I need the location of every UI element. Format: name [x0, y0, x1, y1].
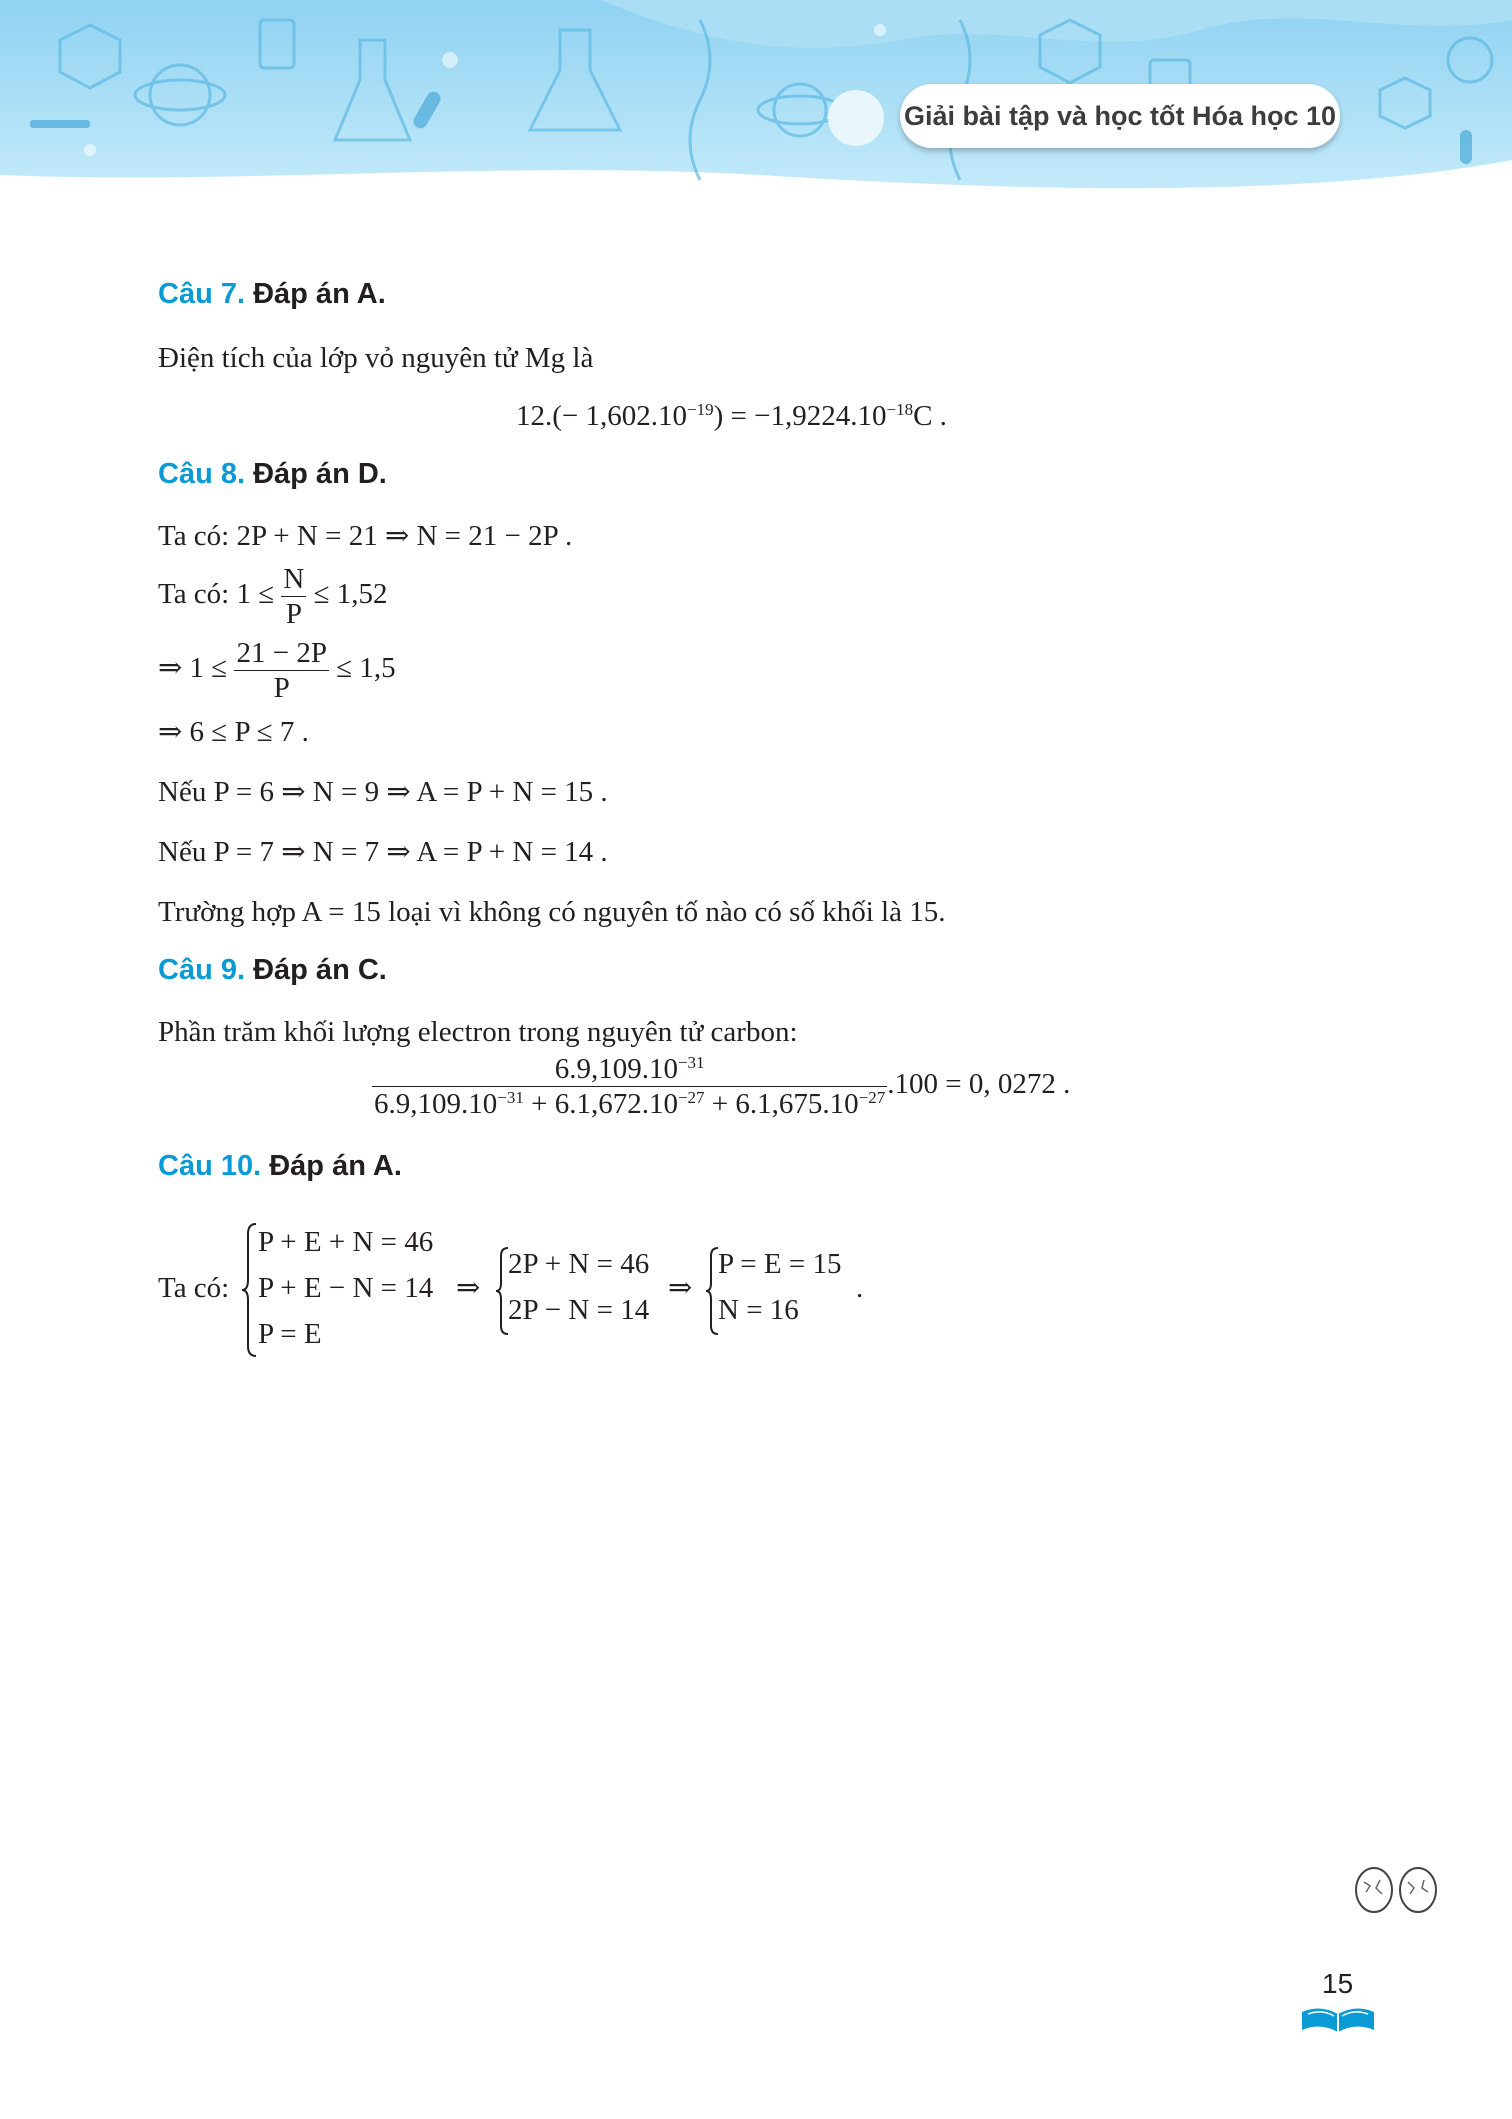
- fraction-denominator: P: [285, 598, 302, 630]
- system-end: .: [856, 1272, 864, 1304]
- egg-decoration-icon: [1352, 1862, 1444, 1914]
- question-9-label: Câu 9.: [158, 954, 246, 986]
- eq-part: ) = −1,9224.10: [713, 400, 887, 432]
- question-8-line-3: [158, 636, 396, 705]
- question-7-answer: Đáp án A.: [253, 278, 386, 310]
- eq-exponent: −18: [886, 400, 914, 419]
- header-decor-circle: [828, 90, 884, 146]
- eq-part: 6.9,109.10: [374, 1088, 498, 1120]
- eq-part: .100 = 0, 0272 .: [887, 1068, 1071, 1101]
- inequality-suffix: ≤ 1,5: [336, 652, 396, 685]
- question-7-heading: [158, 278, 386, 311]
- fraction-numerator: N: [283, 563, 305, 595]
- question-8-line-4: ⇒ 6 ≤ P ≤ 7 .: [158, 716, 309, 748]
- eq-part: + 6.1,675.10: [704, 1088, 859, 1120]
- question-10-label: Câu 10.: [158, 1150, 262, 1182]
- inequality-prefix: ⇒ 1 ≤: [158, 652, 228, 685]
- left-brace-1: [240, 1222, 260, 1358]
- eq-exponent: −31: [497, 1088, 524, 1107]
- system2-eq-2: 2P − N = 14: [508, 1294, 650, 1326]
- question-8-line-2: [158, 562, 388, 631]
- system3-eq-1: P = E = 15: [718, 1248, 842, 1280]
- question-8-line-5: Nếu P = 6 ⇒ N = 9 ⇒ A = P + N = 15 .: [158, 776, 608, 808]
- question-9-text: Phần trăm khối lượng electron trong nguyên tử carbon:: [158, 1016, 798, 1048]
- header-title: Giải bài tập và học tốt Hóa học 10: [900, 84, 1340, 148]
- question-7-text: Điện tích của lớp vỏ nguyên tử Mg là: [158, 342, 594, 374]
- question-8-line-7: Trường hợp A = 15 loại vì không có nguyên tố nào có số khối là 15.: [158, 896, 946, 928]
- fraction-n-over-p: [281, 562, 306, 631]
- system1-eq-2: P + E − N = 14: [258, 1272, 434, 1304]
- eq-part: 6.9,109.10: [554, 1053, 678, 1085]
- eq-part: + 6.1,672.10: [523, 1088, 678, 1120]
- question-10-answer: Đáp án A.: [269, 1150, 402, 1182]
- fraction-denominator: P: [273, 672, 290, 704]
- fraction-numerator: [372, 1052, 887, 1087]
- question-8-line-1: Ta có: 2P + N = 21 ⇒ N = 21 − 2P .: [158, 520, 573, 552]
- implies-arrow-1: ⇒: [456, 1272, 481, 1304]
- eq-part: C .: [913, 400, 947, 432]
- question-9-fraction-expression: [372, 1052, 1070, 1121]
- system2-eq-1: 2P + N = 46: [508, 1248, 650, 1280]
- question-8-label: Câu 8.: [158, 458, 246, 490]
- system-prefix: Ta có:: [158, 1272, 230, 1304]
- inequality-suffix: ≤ 1,52: [313, 578, 388, 611]
- question-8-heading: [158, 458, 387, 491]
- fraction-21-minus-2p-over-p: [234, 636, 328, 705]
- fraction-denominator: [372, 1087, 887, 1121]
- question-9-answer: Đáp án C.: [253, 954, 387, 986]
- question-9-heading: [158, 954, 387, 987]
- question-8-answer: Đáp án D.: [253, 458, 387, 490]
- open-book-icon: [1298, 2000, 1378, 2036]
- question-10-heading: [158, 1150, 402, 1183]
- question-7-equation: [516, 398, 947, 434]
- question-7-label: Câu 7.: [158, 278, 246, 310]
- inequality-prefix: Ta có: 1 ≤: [158, 578, 275, 611]
- system1-eq-1: P + E + N = 46: [258, 1226, 434, 1258]
- fraction-numerator: 21 − 2P: [236, 637, 327, 669]
- page-number: 15: [1322, 1968, 1354, 1999]
- eq-part: 12.(− 1,602.10: [516, 400, 688, 432]
- fraction-electron-mass: [372, 1052, 887, 1121]
- eq-exponent: −31: [677, 1053, 705, 1072]
- page-header: [0, 0, 1512, 210]
- implies-arrow-2: ⇒: [668, 1272, 693, 1304]
- eq-exponent: −19: [687, 400, 714, 419]
- eq-exponent: −27: [858, 1088, 886, 1107]
- system1-eq-3: P = E: [258, 1318, 322, 1350]
- question-8-line-6: Nếu P = 7 ⇒ N = 7 ⇒ A = P + N = 14 .: [158, 836, 608, 868]
- system3-eq-2: N = 16: [718, 1294, 799, 1326]
- eq-exponent: −27: [677, 1088, 705, 1107]
